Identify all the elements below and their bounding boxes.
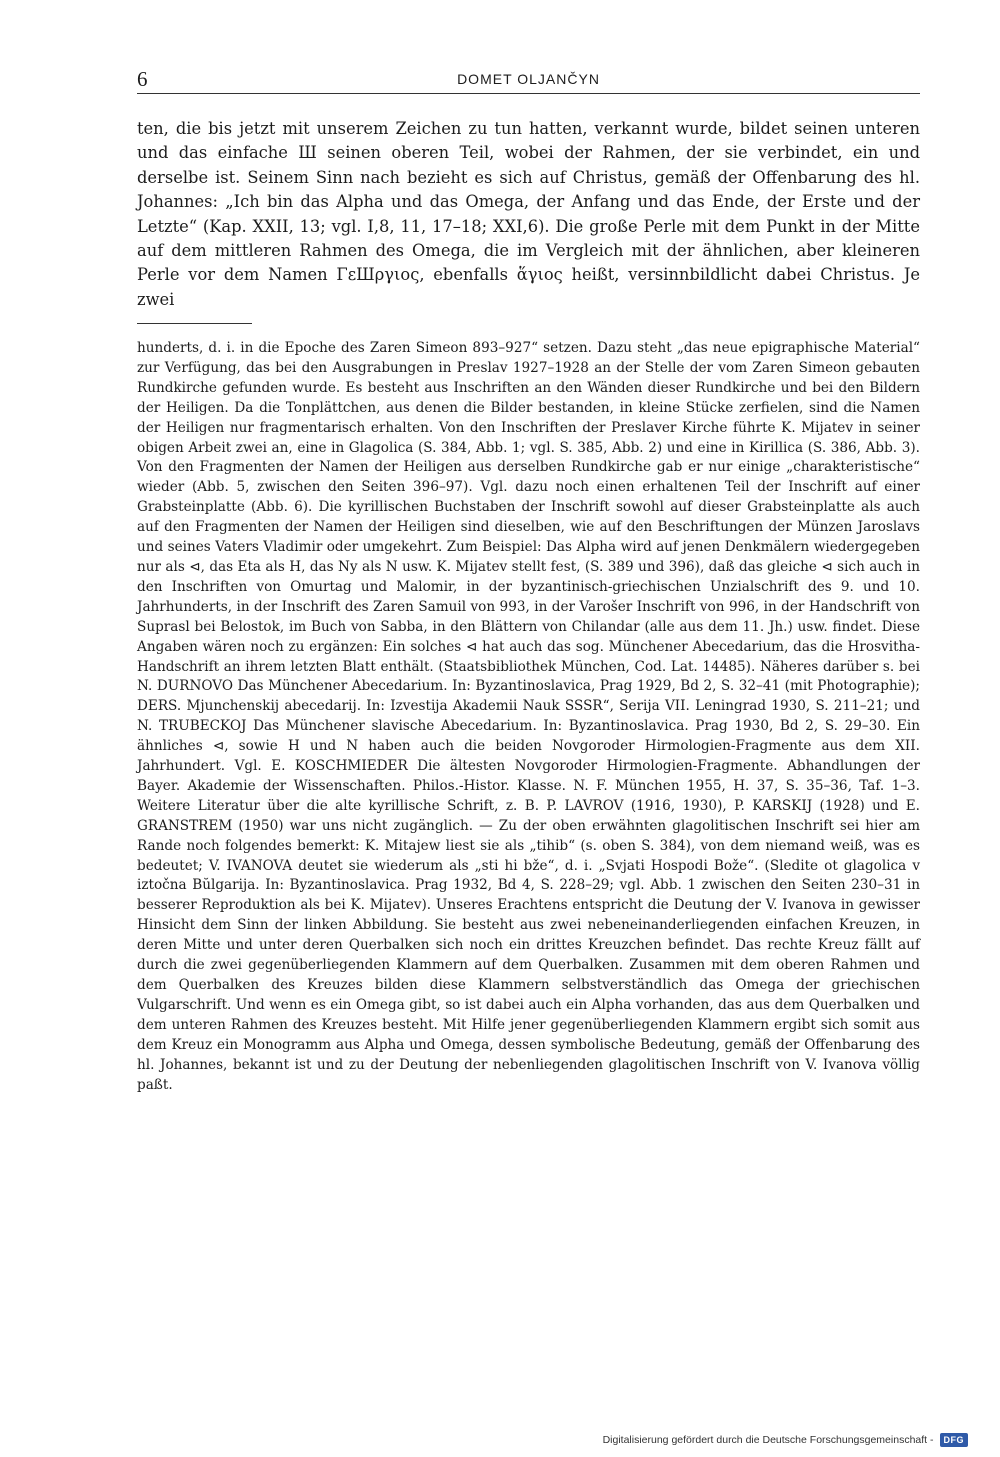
credit-text: Digitalisierung gefördert durch die Deutsche Forschungsgemeinschaft - [602,1434,934,1446]
page-number: 6 [137,67,148,91]
running-head: DOMET OLJANČYN [457,71,600,87]
dfg-logo-icon: DFG [940,1433,969,1447]
footnote-text: hunderts, d. i. in die Epoche des Zaren Simeon 893–927“ setzen. Dazu steht „das neue epigraphische Material“ zur Verfügung, das bei den Ausgrabungen in Preslav 1927–1928 an der Stelle der vom Zaren Simeon gebauten Rundkirche gefunden wurde. Es besteht aus Inschriften an den Wänden dieser Rundkirche und bei den Bildern der Heiligen. Da die Tonplättchen, aus denen die Bilder bestanden, in kleine Stücke zerfielen, sind die Namen der Heiligen nur fragmentarisch erhalten. Von den Inschriften der Preslaver Kirche führte K. Mijatev in seiner obigen Arbeit zwei an, eine in Glagolica (S. 384, Abb. 1; vgl. S. 385, Abb. 2) und eine in Kirillica (S. 386, Abb. 3). Von den Fragmenten der Namen der Heiligen aus derselben Rundkirche gab er nur einige „charakteristische“ wieder (Abb. 5, zwischen den Seiten 396–97). Vgl. dazu noch einen erhaltenen Teil der Inschrift auf einer Grabsteinplatte (Abb. 6). Die kyrillischen Buchstaben der Inschrift sowohl auf dieser Grabsteinplatte als auch auf den Fragmenten der Namen der Heiligen sind dieselben, wie auf den Beschriftungen der Münzen Jaroslavs und seines Vaters Vladimir oder umgekehrt. Zum Beispiel: Das Alpha wird auf jenen Denkmälern wiedergegeben nur als ⊲, das Eta als H, das Ny als N usw. K. Mijatev stellt fest, (S. 389 und 396), daß das gleiche ⊲ sich auch in den Inschriften von Omurtag und Malomir, in der byzantinisch-griechischen Unzialschrift des 9. und 10. Jahrhunderts, in der Inschrift des Zaren Samuil von 993, in der Varošer Inschrift von 996, in der Handschrift von Suprasl bei Belostok, im Buch von Sabba, in den Blättern von Chilandar (alle aus dem 11. Jh.) usw. findet. Diese Angaben wären noch zu ergänzen: Ein solches ⊲ hat auch das sog. Münchener Abecedarium, das die Hrosvitha-Handschrift an ihrem letzten Blatt enthält. (Staatsbibliothek München, Cod. Lat. 14485). Näheres darüber s. bei N. DURNOVO Das Münchener Abecedarium. In: Byzantinoslavica, Prag 1929, Bd 2, S. 32–41 (mit Photographie); DERS. Mjunchenskij abecedarij. In: Izvestija Akademii Nauk SSSR“, Serija VII. Leningrad 1930, S. 211–21; und N. TRUBECKOJ Das Münchener slavische Abecedarium. In: Byzantinoslavica. Prag 1930, Bd 2, S. 29–30. Ein ähnliches ⊲, sowie H und N haben auch die beiden Novgoroder Hirmologien-Fragmente aus dem XII. Jahrhundert. Vgl. E. KOSCHMIEDER Die ältesten Novgoroder Hirmologien-Fragmente. Abhandlungen der Bayer. Akademie der Wissenschaften. Philos.-Histor. Klasse. N. F. München 1955, H. 37, S. 35–36, Taf. 1–3. Weitere Literatur über die alte kyrillische Schrift, z. B. P. LAVROV (1916, 1930), P. KARSKIJ (1928) und E. GRANSTREM (1950) war uns nicht zugänglich. — Zu der oben erwähnten glagolitischen Inschrift sei hier am Rande noch folgendes bemerkt: K. Mitajew liest sie als „tihib“ (s. oben S. 384), von dem niemand weiß, was es bedeutet; V. IVANOVA deutet sie wiederum als „sti hi bže“, d. i. „Svjati Hospodi Bože“. (Sledite ot glagolica v iztočna Bŭlgarija. In: Byzantinoslavica. Prag 1932, Bd 4, S. 228–29; vgl. Abb. 1 zwischen den Seiten 230–31 in besserer Reproduktion als bei K. Mijatev). Unseres Erachtens entspricht die Deutung der V. Ivanova in gewisser Hinsicht dem Sinn der linken Abbildung. Sie besteht aus zwei nebeneinanderliegenden einfachen Kreuzen, in deren Mitte und unter deren Querbalken sich noch ein drittes Kreuzchen befindet. Das rechte Kreuz fällt auf durch die zwei gegenüberliegenden Klammern auf dem Querbalken. Zusammen mit dem oberen Rahmen und dem Querbalken des Kreuzes bilden diese Klammern selbstverständlich das Omega der griechischen Vulgarschrift. Und wenn es ein Omega gibt, so ist dabei auch ein Alpha vorhanden, das aus dem Querbalken und dem unteren Rahmen des Kreuzes besteht. Mit Hilfe jener gegenüberliegenden Klammern ergibt sich somit aus dem Kreuz ein Monogramm aus Alpha und Omega, dessen symbolische Bedeutung, gemäß der Offenbarung des hl. Johannes, bekannt ist und zu der Deutung der nebenliegenden glagolitischen Inschrift von V. Ivanova völlig paßt. [137,340,920,1093]
main-body-text: ten, die bis jetzt mit unserem Zeichen zu tun hatten, verkannt wurde, bildet seinen unteren und das einfache Ш seinen oberen Teil, wobei der Rahmen, der sie verbindet, ein und derselbe ist. Seinem Sinn nach bezieht es sich auf Christus, gemäß der Offenbarung des hl. Johannes: „Ich bin das Alpha und das Omega, der Anfang und das Ende, der Erste und der Letzte“ (Kap. XXII, 13; vgl. I,8, 11, 17–18; XXI,6). Die große Perle mit dem Punkt in der Mitte auf dem mittleren Rahmen des Omega, die im Vergleich mit der ähnlichen, aber kleineren Perle vor dem Namen ΓεШργιος, ebenfalls ἅγιος heißt, versinnbildlicht dabei Christus. Je zwei [137,119,920,309]
page-header [137,67,920,94]
digitization-credit [603,1433,968,1447]
footnote-divider [137,323,252,324]
